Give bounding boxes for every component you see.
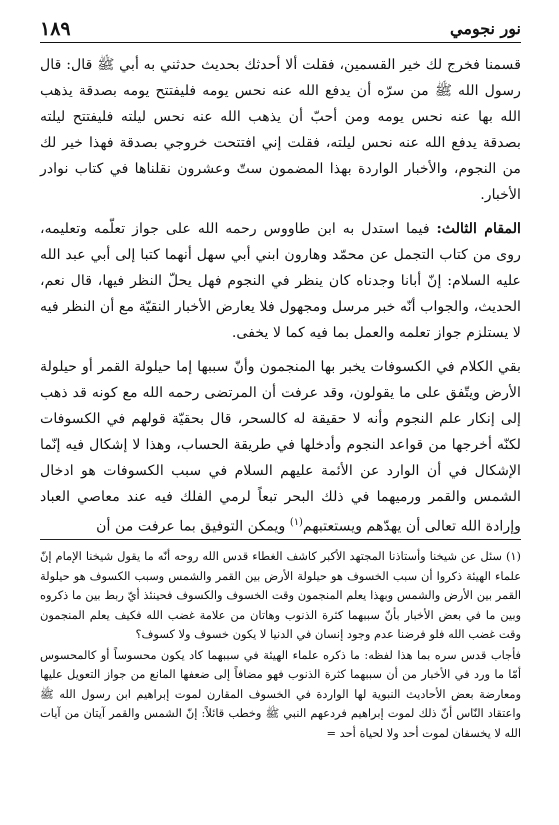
paragraph-3-text-continued: ويمكن التوفيق بما عرفت من أن	[96, 518, 290, 535]
page-number: ١٨٩	[40, 18, 71, 40]
paragraph-1-text: قسمنا فخرج لك خير القسمين، فقلت ألا أحدثك بحديث حدثني به أبي ﷺ قال: قال رسول الله ﷺ من سرّه أن يدفع الله عنه نحس يومه فليفتتح يومه بصدقة يذهب الله بها عنه نحس يومه ومن أحبّ أن يذهب الله عنه نحس ليلته فليفتتح ليلته بصدقة يدفع الله عنه نحس ليلته، فقلت إني افتتحت خروجي بصدقة فهذا خير لك من النجوم، والأخبار الواردة بهذا المضمون ستّ وعشرون نقلناها في كتاب نوادر الأخبار.	[40, 57, 521, 203]
paragraph-3	[40, 354, 521, 540]
paragraph-1	[40, 52, 521, 208]
footnote-1-continued: فأجاب قدس سره بما هذا لفظه: ما ذكره علماء الهيئة في سببهما كاد يكون محسوساً أو كالمحسوس أمّا ما ورد في الأخبار من أن سببهما كثرة الذنوب فهو مضافاً إلى ضعفها المانع من جواز التعويل عليها ومعارضة بعض الأحاديث النبوية لها الواردة في الخسوف المقارن لموت إبراهيم ابن رسول الله ﷺ واعتقاد النّاس أنّ ذلك لموت إبراهيم فردعهم النبي ﷺ وخطب قائلاً: إنّ الشمس والقمر آيتان من آيات الله لا يخسفان لموت أحد ولا لحياة أحد =	[40, 647, 521, 740]
main-text	[40, 52, 521, 540]
footnote-reference[interactable]: (١)	[289, 517, 303, 528]
running-title: نور نجومي	[450, 19, 521, 38]
running-header	[40, 12, 521, 43]
footnote-separator	[40, 539, 521, 540]
paragraph-3-text: بقي الكلام في الكسوفات يخبر بها المنجمون وأنّ سببها إما حيلولة القمر أو حيلولة الأرض ويتّفق على ما يقولون، وقد عرفت أن المرتضى رحمه الله مع كونه قد ذهب إلى إنكار علم النجوم وأنه لا حقيقة له كالسحر، قال بحقيّة قولهم في الكسوفات لكنّه أخرجها من قواعد النجوم وأدخلها في طريقة الحساب، وهذا لا إشكال فيه إنّما الإشكال في أن الوارد عن الأئمة عليهم السلام في سبب الكسوفات هو ادخال الشمس والقمر ورميهما في ذلك البحر تبعاً لرمي الفلك فيه عند معاصي العباد وإرادة الله تعالى أن يهدّهم ويستعتبهم	[40, 359, 521, 535]
paragraph-2	[40, 216, 521, 346]
section-heading: المقام الثالث:	[436, 221, 521, 237]
footnote-1: (١) سئل عن شيخنا وأستاذنا المجتهد الأكبر كاشف الغطاء قدس الله روحه أنّه ما يقول شيخنا الإمام إنّ علماء الهيئة ذكروا أن سبب الخسوف هو حيلولة الأرض بين القمر والشمس وسبب الكسوف هو حيلولة القمر بين الأرض والشمس وبهذا يعلم المنجمون وقت الخسوف والكسوف فحينئذ أيّ ربط بين ما ذكروه وبين ما في بعض الأخبار بأنّ سببهما كثرة الذنوب وهاتان من علامة غضب الله فكيف يعلم المنجمون وقت غضب الله فلو فرضنا عدم وجود إنسان في الدنيا لا يكون خسوف ولا كسوف؟	[40, 549, 521, 641]
footnotes	[40, 547, 521, 743]
paragraph-2-text: فيما استدل به ابن طاووس رحمه الله على جواز تعلّمه وتعليمه، روى من كتاب التجمل عن محمّد وهارون ابني أبي سهل أنهما كتبا إلى أبي عبد الله عليه السلام: إنّ أبانا وجدناه كان ينظر في النجوم فهل يحلّ النظر فيها، قال نعم، الحديث، والجواب أنّه خبر مرسل ومجهول فلا يعارض الأخبار النقيّة مع أن النظر فيه لا يستلزم جواز تعلمه والعمل بما فيه كما لا يخفى.	[40, 221, 521, 341]
